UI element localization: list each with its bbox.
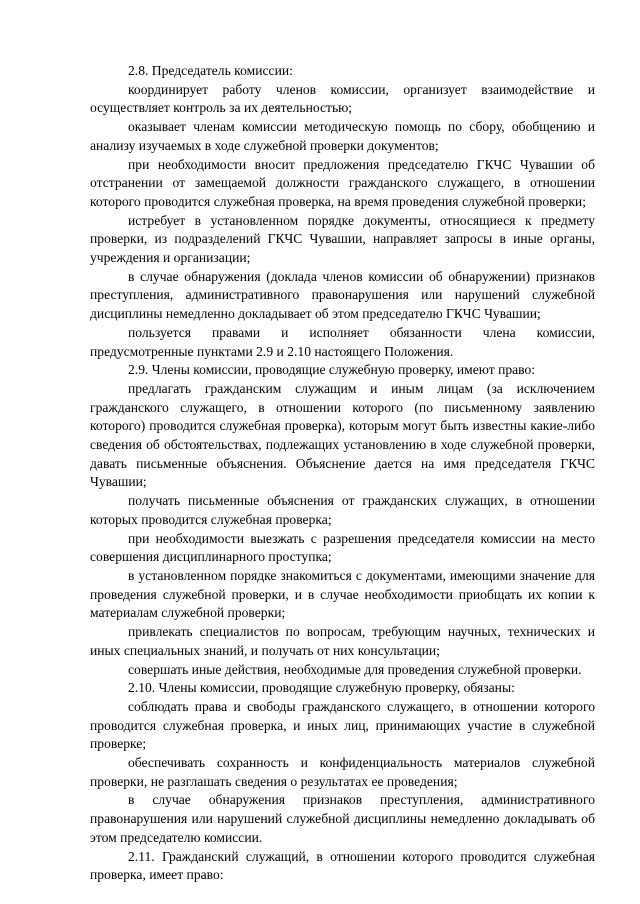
section-2-8-heading: 2.8. Председатель комиссии: — [128, 63, 293, 78]
paragraph: обеспечивать сохранность и конфиденциальность материалов служебной проверки, не разглашать сведения о результатах ее проведения; — [90, 755, 595, 789]
paragraph: совершать иные действия, необходимые для проведения служебной проверки. — [128, 661, 582, 677]
paragraph: при необходимости вносит предложения председателю ГКЧС Чувашии об отстранении от замещаемой должности гражданского служащего, в отношении которого проводится служебная проверка, на время проведения служебной проверки; — [90, 156, 595, 209]
paragraph: получать письменные объяснения от гражданских служащих, в отношении которых проводится служебная проверка; — [90, 493, 595, 527]
paragraph: истребует в установленном порядке документы, относящиеся к предмету проверки, из подразделений ГКЧС Чувашии, направляет запросы в иные органы, учреждения и организации; — [90, 212, 595, 266]
paragraph: в случае обнаружения признаков преступления, административного правонарушения или нарушений служебной дисциплины немедленно докладывать об этом председателю комиссии. — [90, 792, 595, 845]
paragraph: координирует работу членов комиссии, организует взаимодействие и осуществляет контроль за их деятельностью; — [90, 81, 595, 116]
paragraph: предлагать гражданским служащим и иным лицам (за исключением гражданского служащего, в отношении которого (по письменному заявлению которого) проводится служебная проверка), которым могут быть известны какие-либо сведения об обстоятельствах, подлежащих установлению в ходе служебной проверки, давать письменные объяснения. Объяснение дается на имя председателя ГКЧС Чувашии; — [90, 380, 595, 490]
paragraph: привлекать специалистов по вопросам, требующим научных, технических и иных специальных знаний, и получать от них консультации; — [90, 624, 595, 658]
paragraph: в случае обнаружения (доклада членов комиссии об обнаружении) признаков преступления, административного правонарушения или нарушений служебной дисциплины немедленно докладывает об этом председателю ГКЧС Чувашии; — [90, 268, 595, 322]
section-2-9-heading: 2.9. Члены комиссии, проводящие служебную проверку, имеют право: — [128, 362, 536, 378]
section-2-10-heading: 2.10. Члены комиссии, проводящие служебную проверку, обязаны: — [128, 680, 515, 696]
paragraph: пользуется правами и исполняет обязанности члена комиссии, предусмотренные пунктами 2.9 и 2.10 настоящего Положения. — [90, 324, 595, 359]
section-2-11-heading: 2.11. Гражданский служащий, в отношении которого проводится служебная проверка, имеет право: — [90, 848, 595, 883]
paragraph: соблюдать права и свободы гражданского служащего, в отношении которого проводится служебная проверка, и иных лиц, принимающих участие в служебной проверке; — [90, 698, 595, 752]
paragraph: в установленном порядке знакомиться с документами, имеющими значение для проведения служебной проверки, и в случае необходимости приобщать их копии к материалам служебной проверки; — [90, 567, 595, 621]
document-page — [90, 62, 595, 885]
paragraph: при необходимости выезжать с разрешения председателя комиссии на место совершения дисциплинарного проступка; — [90, 530, 595, 565]
paragraph: оказывает членам комиссии методическую помощь по сбору, обобщению и анализу изучаемых в ходе служебной проверки документов; — [90, 119, 595, 153]
